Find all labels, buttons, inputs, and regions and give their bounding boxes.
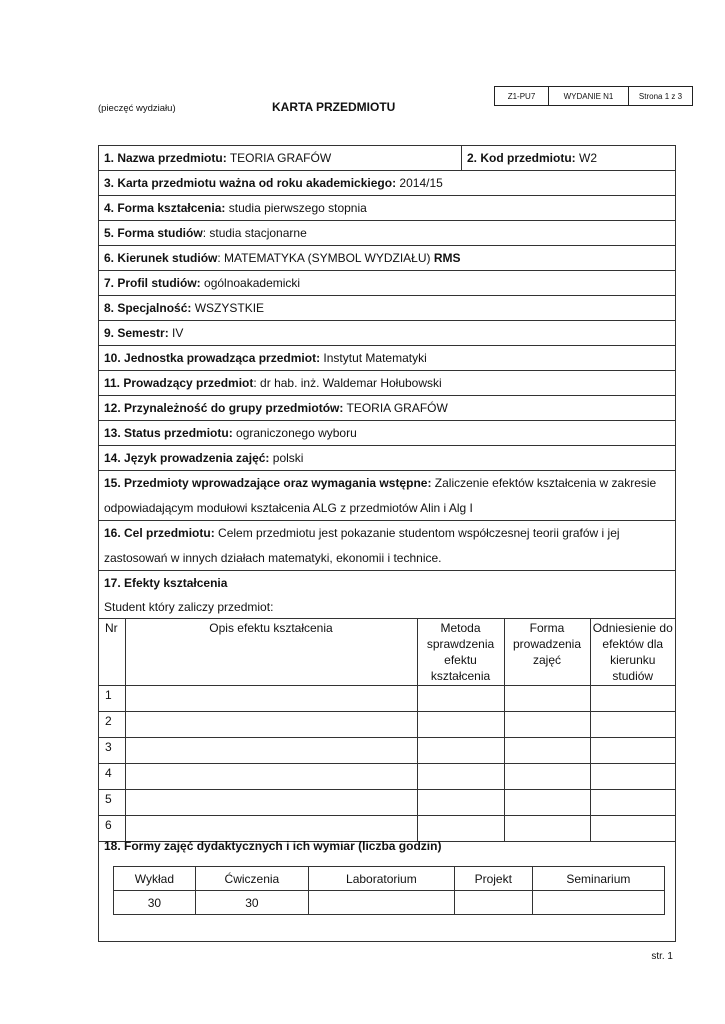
- field-study-profile: [99, 271, 675, 296]
- table-header-row: [99, 619, 675, 686]
- table-cell: [504, 712, 590, 738]
- row-number: 3: [99, 738, 125, 764]
- field-value: : dr hab. inż. Waldemar Hołubowski: [253, 376, 442, 390]
- field-teaching-forms-label: 18. Formy zajęć dydaktycznych i ich wymiar (liczba godzin): [104, 839, 442, 853]
- field-label: 16. Cel przedmiotu:: [104, 526, 215, 540]
- table-row: [99, 738, 675, 764]
- field-value: polski: [272, 451, 304, 465]
- row-number: 2: [99, 712, 125, 738]
- hours-project: [454, 891, 532, 915]
- column-header-form: Forma prowadzenia zajęć: [504, 619, 590, 686]
- table-header-row: [114, 867, 665, 891]
- field-course-goal: [99, 521, 675, 571]
- field-value: TEORIA GRAFÓW: [346, 401, 448, 415]
- teaching-hours-table: [113, 866, 665, 915]
- field-label: 3. Karta przedmiotu ważna od roku akademickiego:: [104, 176, 397, 190]
- field-label: 6. Kierunek studiów: [104, 251, 218, 265]
- document-edition: WYDANIE N1: [548, 87, 628, 105]
- table-row: [99, 790, 675, 816]
- learning-outcomes-table: [99, 618, 675, 842]
- column-header-reference: Odniesienie do efektów dla kierunku studiów: [590, 619, 675, 686]
- field-value: TEORIA GRAFÓW: [229, 151, 332, 165]
- field-value: Instytut Matematyki: [323, 351, 427, 365]
- page-title: KARTA PRZEDMIOTU: [272, 100, 396, 114]
- column-header-seminar: Seminarium: [532, 867, 664, 891]
- table-row: [99, 712, 675, 738]
- table-cell: [504, 764, 590, 790]
- field-value-continued: zastosowań w innych działach matematyki, ekonomii i technice.: [104, 551, 442, 565]
- column-header-method: Metoda sprawdzenia efektu kształcenia: [417, 619, 504, 686]
- field-course-status: [99, 421, 675, 446]
- column-header-laboratory: Laboratorium: [308, 867, 454, 891]
- field-study-direction: [99, 246, 675, 271]
- column-header-description: Opis efektu kształcenia: [125, 619, 417, 686]
- column-header-exercises: Ćwiczenia: [195, 867, 308, 891]
- table-row: [99, 764, 675, 790]
- hours-seminar: [532, 891, 664, 915]
- field-label: 7. Profil studiów:: [104, 276, 201, 290]
- table-cell: [590, 764, 675, 790]
- field-subtitle: Student który zaliczy przedmiot:: [104, 600, 274, 614]
- field-label: 10. Jednostka prowadząca przedmiot:: [104, 351, 321, 365]
- table-cell: [504, 738, 590, 764]
- table-cell: [125, 712, 417, 738]
- field-prerequisites: [99, 471, 675, 521]
- divider: [461, 146, 462, 171]
- table-cell: [504, 686, 590, 712]
- field-label: 4. Forma kształcenia:: [104, 201, 226, 215]
- table-cell: [125, 790, 417, 816]
- field-lecturer: [99, 371, 675, 396]
- field-label: 1. Nazwa przedmiotu:: [104, 151, 227, 165]
- field-value: Zaliczenie efektów kształcenia w zakresie: [434, 476, 657, 490]
- document-code-box: [494, 86, 693, 106]
- table-cell: [590, 816, 675, 842]
- table-cell: [417, 686, 504, 712]
- field-value: 2014/15: [399, 176, 443, 190]
- field-course-group: [99, 396, 675, 421]
- table-cell: [417, 738, 504, 764]
- field-label: 15. Przedmioty wprowadzające oraz wymagania wstępne:: [104, 476, 432, 490]
- page-number: str. 1: [651, 951, 673, 962]
- table-cell: [125, 738, 417, 764]
- table-cell: [417, 712, 504, 738]
- field-label: 2. Kod przedmiotu:: [467, 151, 576, 165]
- field-course-name: [99, 146, 675, 171]
- field-value-continued: odpowiadającym modułowi kształcenia ALG z przedmiotów Alin i Alg I: [104, 501, 473, 515]
- table-cell: [504, 790, 590, 816]
- document-page-count: Strona 1 z 3: [628, 87, 692, 105]
- hours-laboratory: [308, 891, 454, 915]
- field-value: W2: [579, 151, 598, 165]
- field-value: : MATEMATYKA (SYMBOL WYDZIAŁU): [217, 251, 431, 265]
- table-cell: [417, 790, 504, 816]
- field-valid-year: [99, 171, 675, 196]
- field-value: ogólnoakademicki: [204, 276, 301, 290]
- table-cell: [590, 790, 675, 816]
- table-cell: [504, 816, 590, 842]
- table-row: [114, 891, 665, 915]
- field-label: 13. Status przedmiotu:: [104, 426, 233, 440]
- table-row: [99, 686, 675, 712]
- hours-exercises: 30: [195, 891, 308, 915]
- field-label: 17. Efekty kształcenia: [104, 576, 228, 590]
- field-value: Celem przedmiotu jest pokazanie studentom współczesnej teorii grafów i jej: [218, 526, 620, 540]
- field-value: IV: [172, 326, 184, 340]
- table-cell: [590, 738, 675, 764]
- field-label: 12. Przynależność do grupy przedmiotów:: [104, 401, 344, 415]
- table-cell: [125, 764, 417, 790]
- column-header-project: Projekt: [454, 867, 532, 891]
- department-symbol: RMS: [433, 251, 461, 265]
- column-header-nr: Nr: [99, 619, 125, 686]
- field-course-code: [467, 146, 597, 171]
- field-label: 8. Specjalność:: [104, 301, 192, 315]
- hours-lecture: 30: [114, 891, 196, 915]
- field-semester: [99, 321, 675, 346]
- row-number: 1: [99, 686, 125, 712]
- field-label: 5. Forma studiów: [104, 226, 203, 240]
- field-value: studia pierwszego stopnia: [228, 201, 367, 215]
- field-label: 9. Semestr:: [104, 326, 169, 340]
- table-cell: [590, 686, 675, 712]
- course-card-form: [98, 145, 676, 942]
- field-label: 11. Prowadzący przedmiot: [104, 376, 254, 390]
- row-number: 5: [99, 790, 125, 816]
- field-education-form: [99, 196, 675, 221]
- field-language: [99, 446, 675, 471]
- department-stamp-label: (pieczęć wydziału): [98, 103, 176, 114]
- field-study-form: [99, 221, 675, 246]
- table-cell: [590, 712, 675, 738]
- field-unit: [99, 346, 675, 371]
- column-header-lecture: Wykład: [114, 867, 196, 891]
- field-value: ograniczonego wyboru: [236, 426, 357, 440]
- table-cell: [417, 764, 504, 790]
- document-code: Z1-PU7: [507, 91, 536, 101]
- field-label: 14. Język prowadzenia zajęć:: [104, 451, 270, 465]
- field-value: : studia stacjonarne: [202, 226, 307, 240]
- row-number: 6: [99, 816, 125, 842]
- table-cell: [125, 686, 417, 712]
- field-value: WSZYSTKIE: [194, 301, 265, 315]
- field-learning-outcomes: [99, 571, 675, 618]
- row-number: 4: [99, 764, 125, 790]
- field-specialization: [99, 296, 675, 321]
